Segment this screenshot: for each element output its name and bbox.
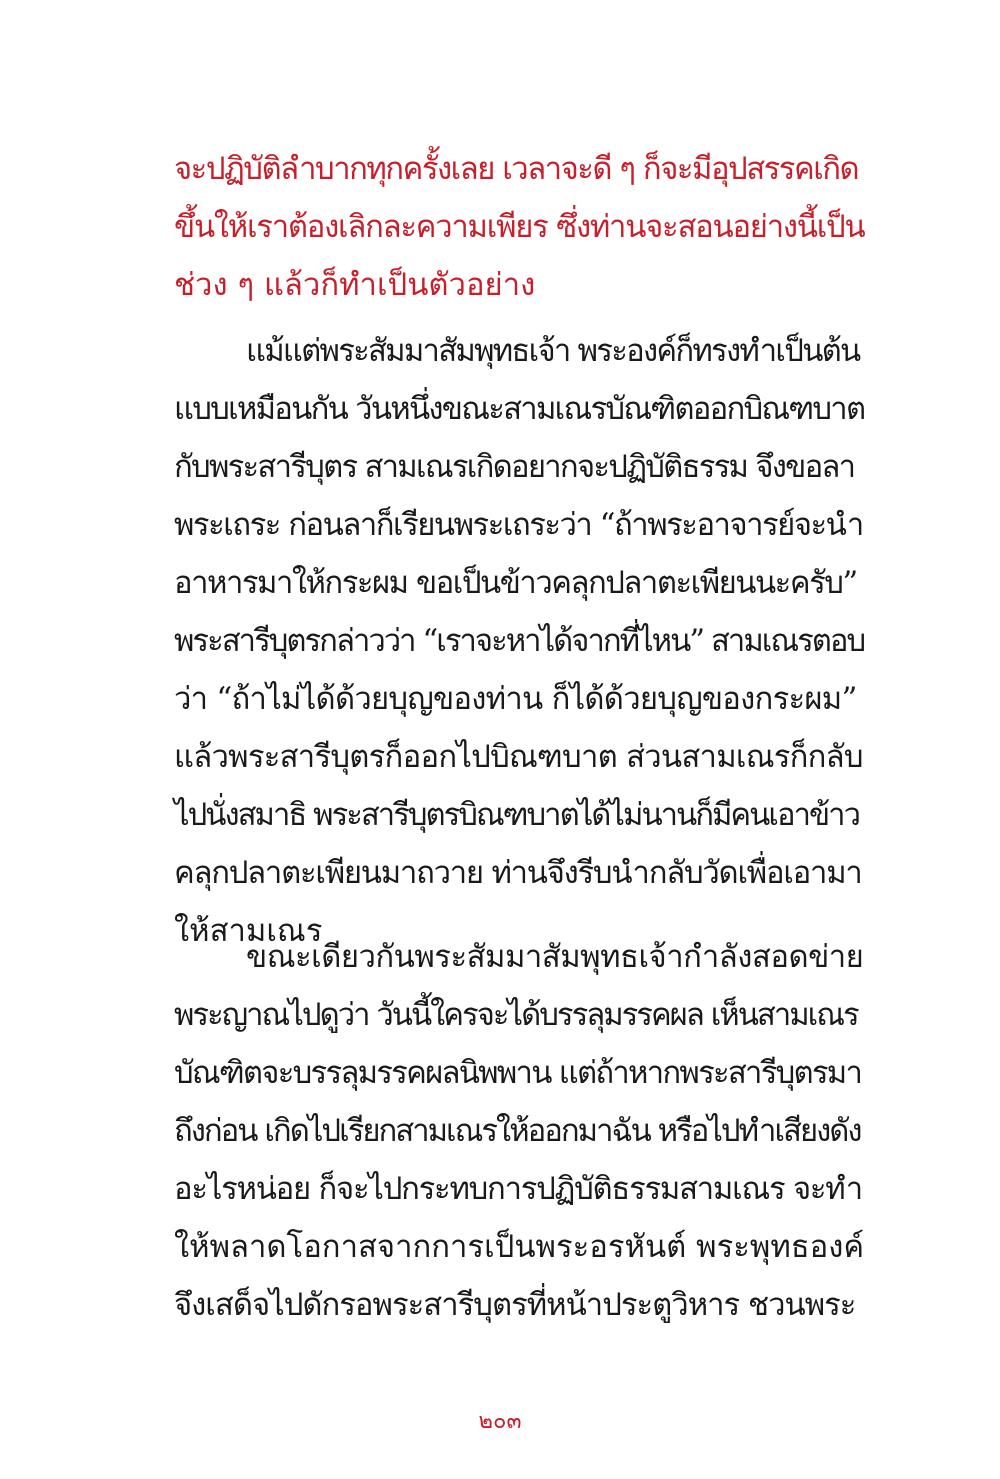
- paragraph-2-line-10: คลุกปลาตะเพียนมาถวาย ท่านจึงรีบนำกลับวัดเพื่อเอามา: [174, 855, 862, 891]
- paragraph-2-line-9: ไปนั่งสมาธิ พระสารีบุตรบิณฑบาตได้ไม่นานก็มีคนเอาข้าว: [174, 797, 859, 833]
- paragraph-3-line-2: พระญาณไปดูว่า วันนี้ใครจะได้บรรลุมรรคผล เห็นสามเณร: [174, 997, 858, 1033]
- paragraph-2-line-1: แม้แต่พระสัมมาสัมพุทธเจ้า พระองค์ก็ทรงทำเป็นต้น: [246, 333, 860, 369]
- paragraph-2: [174, 322, 864, 960]
- paragraph-3-line-3: บัณฑิตจะบรรลุมรรคผลนิพพาน แต่ถ้าหากพระสารีบุตรมา: [174, 1055, 862, 1091]
- paragraph-3-line-7: จึงเสด็จไปดักรอพระสารีบุตรที่หน้าประตูวิหาร ชวนพระ: [174, 1287, 856, 1323]
- paragraph-2-line-6: พระสารีบุตรกล่าวว่า “เราจะหาได้จากที่ไหน” สามเณรตอบ: [174, 623, 865, 659]
- paragraph-3-line-5: อะไรหน่อย ก็จะไปกระทบการปฏิบัติธรรมสามเณร จะทำ: [174, 1171, 862, 1207]
- paragraph-2-line-5: อาหารมาให้กระผม ขอเป็นข้าวคลุกปลาตะเพียนนะครับ”: [174, 565, 857, 601]
- paragraph-2-line-2: แบบเหมือนกัน วันหนึ่งขณะสามเณรบัณฑิตออกบิณฑบาต: [174, 391, 865, 427]
- page-number: ๒๐๓: [478, 1409, 522, 1434]
- paragraph-2-line-8: แล้วพระสารีบุตรก็ออกไปบิณฑบาต ส่วนสามเณรก็กลับ: [174, 739, 863, 775]
- paragraph-2-line-7: ว่า “ถ้าไม่ได้ด้วยบุญของท่าน ก็ได้ด้วยบุญของกระผม”: [174, 681, 857, 717]
- paragraph-3-line-1: ขณะเดียวกันพระสัมมาสัมพุทธเจ้ากำลังสอดข่าย: [246, 939, 864, 975]
- paragraph-2-line-11: ให้สามเณร: [174, 913, 323, 949]
- paragraph-2-line-4: พระเถระ ก่อนลาก็เรียนพระเถระว่า “ถ้าพระอาจารย์จะนำ: [174, 507, 863, 543]
- paragraph-3: [174, 928, 864, 1334]
- paragraph-3-line-6: ให้พลาดโอกาสจากการเป็นพระอรหันต์ พระพุทธองค์: [174, 1229, 865, 1265]
- highlight-line-2: ขึ้นให้เราต้องเลิกละความเพียร ซึ่งท่านจะสอนอย่างนี้เป็น: [174, 209, 865, 245]
- paragraph-3-line-4: ถึงก่อน เกิดไปเรียกสามเณรให้ออกมาฉัน หรือไปทำเสียงดัง: [174, 1113, 861, 1149]
- highlight-line-1: จะปฏิบัติลำบากทุกครั้งเลย เวลาจะดี ๆ ก็จะมีอุปสรรคเกิด: [174, 151, 859, 187]
- highlight-line-3: ช่วง ๆ แล้วก็ทำเป็นตัวอย่าง: [174, 267, 536, 303]
- highlighted-paragraph: [174, 140, 864, 314]
- paragraph-2-line-3: กับพระสารีบุตร สามเณรเกิดอยากจะปฏิบัติธรรม จึงขอลา: [174, 449, 855, 485]
